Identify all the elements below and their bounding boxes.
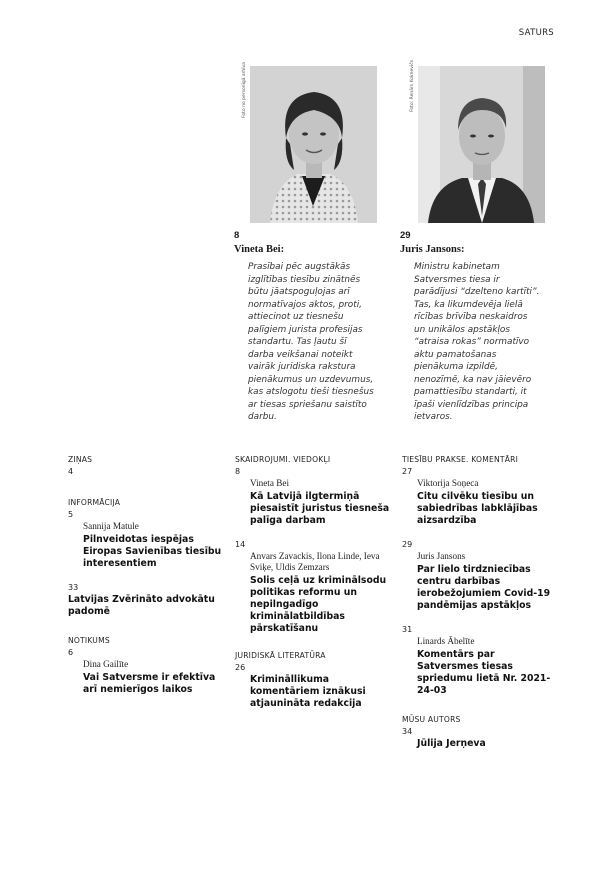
entry-title: Krimināllikuma komentāriem iznākusi atjaunināta redakcija	[250, 674, 366, 709]
entry-title: Latvijas Zvērināto advokātu padomē	[68, 594, 215, 617]
toc-section	[68, 498, 223, 618]
page-number: 8	[235, 467, 241, 476]
entry-title: Pilnveidotas iespējas Eiropas Savienības tiesību interesentiem	[83, 534, 222, 569]
toc-column-2	[235, 455, 390, 723]
entry-body	[235, 478, 390, 527]
section-label: MŪSU AUTORS	[402, 715, 461, 724]
page-number: 6	[68, 648, 74, 657]
entry-body	[235, 674, 390, 710]
section-header-label: SATURS	[518, 28, 554, 38]
entry-title: Solis ceļā uz kriminālsodu politikas reformu un nepilngadīgo kriminālatbildības pārskatīšanu	[250, 575, 387, 634]
toc-entry[interactable]	[402, 467, 557, 527]
page-number: 34	[402, 727, 413, 736]
feature-quote: Prasībai pēc augstākās izglītības tiesību zinātnēs būtu jāatspoguļojas arī normatīvajos aktos, proti, attiecinot uz tiesnešu palīgiem jurista profesijas standartu. Tas ļautu šī darba veikšanai noteikt vairāk juridiska rakstura pienākumus un uzdevumus, kas atslogotu tieši tiesnešus ar tiesas spriešanu saistīto darbu.	[248, 262, 374, 422]
page-number: 31	[402, 625, 413, 634]
toc-entry[interactable]	[402, 540, 557, 612]
toc-entry[interactable]	[235, 663, 390, 710]
toc-entry[interactable]	[68, 648, 223, 696]
toc-section	[235, 651, 390, 710]
feature-quote-block	[400, 230, 540, 424]
feature-quote: Ministru kabinetam Satversmes tiesa ir parādījusi “dzelteno kartīti”. Tas, ka likumdevēja lielā rīcības brīvība neskaidros un unikālos apstākļos “atraisa rokas” normatīvo aktu pamatošanas pienākuma izpildē, nenozīmē, ka nav jāievēro pamattiesību standarti, it īpaši vienlīdzības principa ietvaros.	[414, 262, 540, 422]
entry-author: Juris Jansons	[417, 551, 466, 561]
entry-author: Sannija Matule	[83, 521, 139, 531]
feature-author: Vineta Bei:	[234, 244, 285, 255]
toc-section	[235, 455, 390, 635]
toc-column-3	[402, 455, 557, 763]
feature-author: Juris Jansons:	[400, 244, 465, 255]
section-label: INFORMĀCIJA	[68, 498, 121, 507]
entry-body	[68, 521, 223, 570]
toc-section	[68, 455, 223, 476]
toc-entry[interactable]	[68, 583, 223, 618]
author-photo	[418, 66, 545, 223]
entry-author: Viktorija Soņeca	[417, 478, 479, 488]
entry-author: Anvars Zavackis, Ilona Linde, Ieva Sviķe, Uldis Zemzars	[250, 551, 380, 572]
page-number: 27	[402, 467, 413, 476]
entry-title: Par lielo tirdzniecības centru darbības ierobežojumiem Covid-19 pandēmijas apstākļos	[417, 564, 551, 611]
page-number: 8	[234, 230, 240, 241]
photo-credit: Foto no personīgā arhīva	[242, 62, 247, 118]
feature-quote-block	[234, 230, 374, 424]
section-label: NOTIKUMS	[68, 636, 110, 645]
entry-body	[402, 478, 557, 527]
author-photo	[250, 66, 377, 223]
page-number: 29	[402, 540, 413, 549]
section-label: SKAIDROJUMI. VIEDOKĻI	[235, 455, 331, 464]
entry-author: Dina Gailīte	[83, 659, 129, 669]
entry-title: Vai Satversme ir efektīva arī nemierīgos laikos	[83, 672, 216, 695]
toc-entry[interactable]	[68, 467, 223, 476]
toc-entry[interactable]	[402, 625, 557, 697]
entry-body	[68, 594, 223, 618]
entry-body	[402, 636, 557, 697]
toc-entry[interactable]	[235, 540, 390, 635]
photo-credit: Foto: Renārs Koknevičs	[410, 59, 415, 112]
page-number: 5	[68, 510, 74, 519]
toc-section	[402, 715, 557, 750]
page-number: 26	[235, 663, 246, 672]
toc-entry[interactable]	[235, 467, 390, 527]
page-number: 29	[400, 230, 411, 241]
toc-section	[68, 636, 223, 696]
entry-body	[402, 551, 557, 612]
toc-entry[interactable]	[68, 510, 223, 570]
page-number: 14	[235, 540, 246, 549]
toc-entry[interactable]	[402, 727, 557, 750]
section-label: ZIŅAS	[68, 455, 93, 464]
entry-title: Komentārs par Satversmes tiesas spriedumu lietā Nr. 2021-24-03	[417, 649, 551, 696]
entry-title: Jūlija Jerņeva	[417, 738, 486, 749]
toc-section	[402, 455, 557, 697]
entry-author: Linards Ābelīte	[417, 636, 475, 646]
entry-author: Vineta Bei	[250, 478, 289, 488]
section-label: TIESĪBU PRAKSE. KOMENTĀRI	[402, 455, 519, 464]
page-number: 33	[68, 583, 79, 592]
section-label: JURIDISKĀ LITERATŪRA	[235, 651, 326, 660]
entry-body	[402, 738, 557, 750]
entry-title: Kā Latvijā ilgtermiņā piesaistīt juristus tiesneša palīga darbam	[250, 491, 390, 526]
entry-body	[68, 659, 223, 696]
entry-body	[235, 551, 390, 635]
page-number: 4	[68, 467, 74, 476]
toc-column-1	[68, 455, 223, 709]
entry-title: Citu cilvēku tiesību un sabiedrības labklājības aizsardzība	[417, 491, 538, 526]
